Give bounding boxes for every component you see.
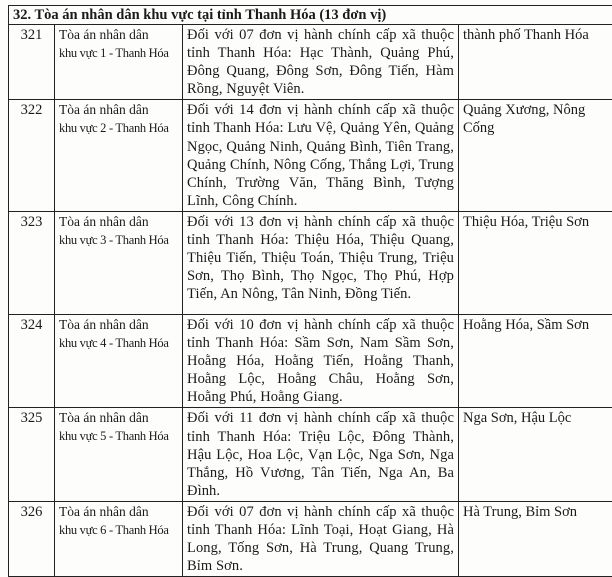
jurisdiction-description: Đối với 07 đơn vị hành chính cấp xã thuộc tỉnh Thanh Hóa: Hạc Thành, Quảng Phú, Đông Quang, Đông Sơn, Đông Tiến, Hàm Rồng, Nguyệt Viên. (183, 25, 459, 100)
jurisdiction-description: Đối với 10 đơn vị hành chính cấp xã thuộc tỉnh Thanh Hóa: Sầm Sơn, Nam Sầm Sơn, Hoằng Hóa, Hoằng Tiến, Hoằng Thanh, Hoằng Lộc, Hoằng Châu, Hoằng Sơn, Hoằng Phú, Hoằng Giang. (183, 314, 459, 407)
table-row (9, 408, 612, 501)
former-district-area: Thiệu Hóa, Triệu Sơn (459, 211, 612, 314)
table-row (9, 100, 612, 212)
court-name (55, 501, 183, 576)
court-name-line2: khu vực 2 - Thanh Hóa (59, 119, 178, 137)
court-name (55, 211, 183, 314)
table-row (9, 314, 612, 407)
row-number: 322 (9, 100, 55, 212)
former-district-area: thành phố Thanh Hóa (459, 25, 612, 100)
court-name-line2: khu vực 6 - Thanh Hóa (59, 521, 178, 539)
court-name (55, 314, 183, 407)
row-number: 325 (9, 408, 55, 501)
table-row (9, 211, 612, 314)
court-name-line1: Tòa án nhân dân (59, 317, 149, 332)
row-number: 324 (9, 314, 55, 407)
jurisdiction-description: Đối với 14 đơn vị hành chính cấp xã thuộc tỉnh Thanh Hóa: Lưu Vệ, Quảng Yên, Quảng Ngọc, Quảng Ninh, Quảng Bình, Tiên Trang, Quảng Chính, Nông Cống, Thắng Lợi, Trung Chính, Trường Văn, Thăng Bình, Tượng Lĩnh, Công Chính. (183, 100, 459, 212)
court-name (55, 408, 183, 501)
row-number: 323 (9, 211, 55, 314)
court-name (55, 25, 183, 100)
table-row (9, 25, 612, 100)
former-district-area: Nga Sơn, Hậu Lộc (459, 408, 612, 501)
row-number: 326 (9, 501, 55, 576)
court-name-line2: khu vực 1 - Thanh Hóa (59, 44, 178, 62)
court-name-line2: khu vực 3 - Thanh Hóa (59, 231, 178, 249)
court-name-line1: Tòa án nhân dân (59, 102, 149, 117)
section-title: 32. Tòa án nhân dân khu vực tại tỉnh Thanh Hóa (13 đơn vị) (9, 6, 612, 25)
former-district-area: Quảng Xương, Nông Cống (459, 100, 612, 212)
court-name-line1: Tòa án nhân dân (59, 214, 149, 229)
jurisdiction-description: Đối với 07 đơn vị hành chính cấp xã thuộc tỉnh Thanh Hóa: Lĩnh Toại, Hoạt Giang, Hà Long, Tống Sơn, Hà Trung, Quang Trung, Bỉm Sơn. (183, 501, 459, 576)
jurisdiction-description: Đối với 13 đơn vị hành chính cấp xã thuộc tỉnh Thanh Hóa: Thiệu Hóa, Thiệu Quang, Thiệu Tiến, Thiệu Toán, Thiệu Trung, Triệu Sơn, Thọ Bình, Thọ Ngọc, Thọ Phú, Hợp Tiến, An Nông, Tân Ninh, Đồng Tiến. (183, 211, 459, 314)
court-name-line1: Tòa án nhân dân (59, 504, 149, 519)
court-name-line2: khu vực 4 - Thanh Hóa (59, 334, 178, 352)
table-row (9, 501, 612, 576)
section-header-row (9, 6, 612, 25)
court-name-line2: khu vực 5 - Thanh Hóa (59, 427, 178, 445)
court-name (55, 100, 183, 212)
court-jurisdiction-table (8, 5, 612, 577)
court-name-line1: Tòa án nhân dân (59, 410, 149, 425)
former-district-area: Hoằng Hóa, Sầm Sơn (459, 314, 612, 407)
court-name-line1: Tòa án nhân dân (59, 27, 149, 42)
former-district-area: Hà Trung, Bỉm Sơn (459, 501, 612, 576)
row-number: 321 (9, 25, 55, 100)
jurisdiction-description: Đối với 11 đơn vị hành chính cấp xã thuộc tỉnh Thanh Hóa: Triệu Lộc, Đông Thành, Hậu Lộc, Hoa Lộc, Vạn Lộc, Nga Sơn, Nga Thắng, Hồ Vương, Tân Tiến, Nga An, Ba Đình. (183, 408, 459, 501)
